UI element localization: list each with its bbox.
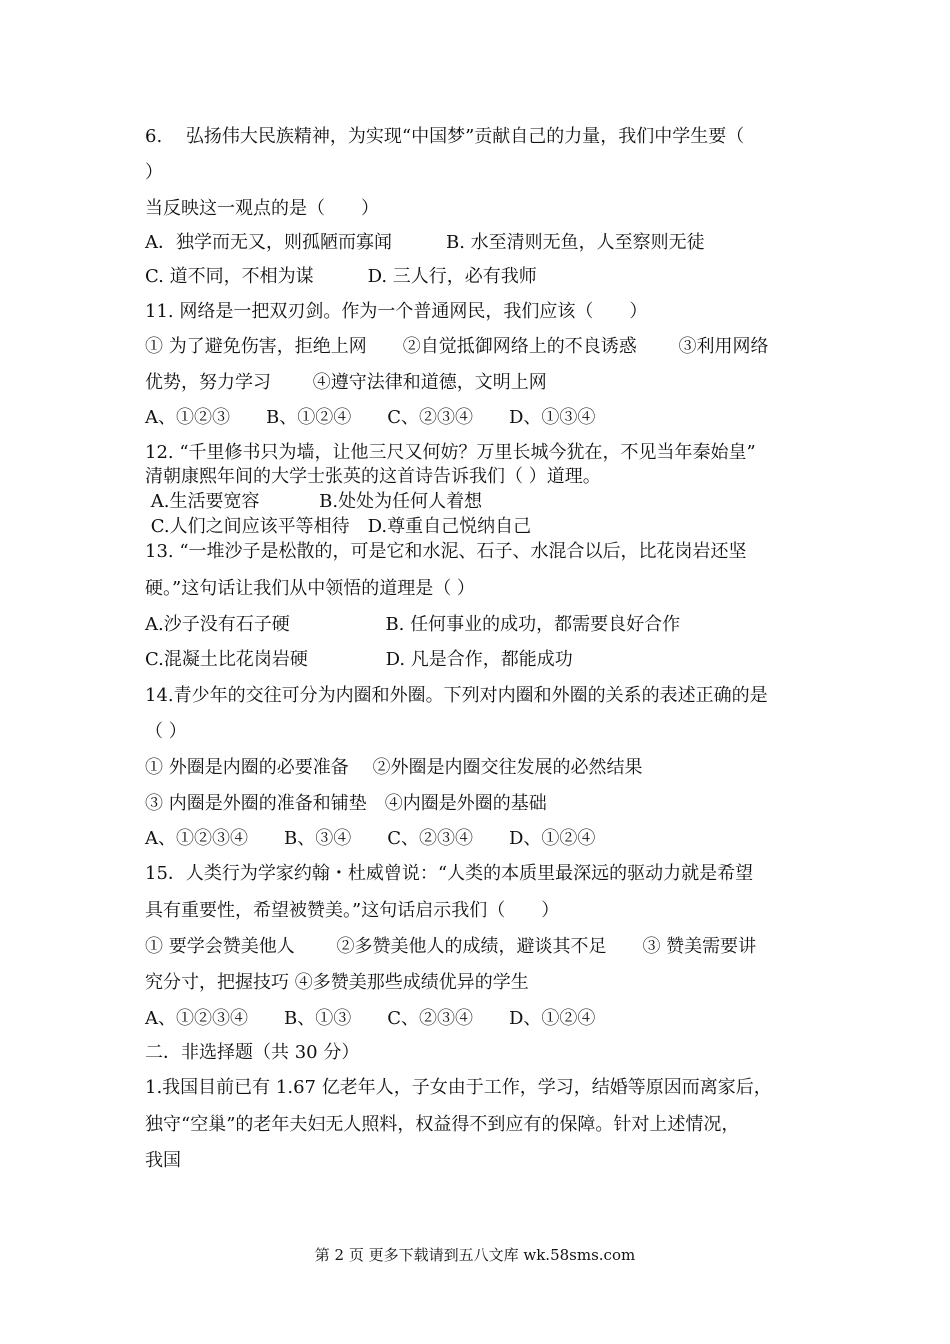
q13-options-ab: A.沙子没有石子硬 B. 任何事业的成功，都需要良好合作 xyxy=(145,614,681,635)
q14-statements-1: ① 外圈是内圈的必要准备 ②外圈是内圈交往发展的必然结果 xyxy=(145,757,643,778)
q6-options-ab: A．独学而无又，则孤陋而寡闻 B. 水至清则无鱼，人至察则无徒 xyxy=(145,232,705,253)
q12-text-line1: 12. “千里修书只为墙，让他三尺又何妨？万里长城今犹在，不见当年秦始皇” xyxy=(145,442,756,463)
q11-options: A、①②③ B、①②④ C、②③④ D、①③④ xyxy=(145,407,596,428)
q12-options-cd: C.人们之间应该平等相待 D.尊重自己悦纳自己 xyxy=(145,516,532,537)
section2-heading: 二．非选择题（共 30 分） xyxy=(145,1042,360,1063)
q12-text-line2: 清朝康熙年间的大学士张英的这首诗告诉我们（ ）道理。 xyxy=(145,466,601,487)
p1-text-line2: 独守“空巢”的老年夫妇无人照料，权益得不到应有的保障。针对上述情况， xyxy=(145,1114,740,1135)
q15-options: A、①②③④ B、①③ C、②③④ D、①②④ xyxy=(145,1008,596,1029)
q14-statements-2: ③ 内圈是外圈的准备和铺垫 ④内圈是外圈的基础 xyxy=(145,793,547,814)
q6-options-cd: C. 道不同，不相为谋 D. 三人行，必有我师 xyxy=(145,266,537,287)
q15-text-line1: 15．人类行为学家约翰・杜威曾说：“人类的本质里最深远的驱动力就是希望 xyxy=(145,863,754,884)
q6-text-line2: ） xyxy=(145,162,163,183)
q6-text-line3: 当反映这一观点的是（ ） xyxy=(145,198,379,219)
q14-options: A、①②③④ B、③④ C、②③④ D、①②④ xyxy=(145,828,596,849)
q15-statements-2: 究分寸，把握技巧 ④多赞美那些成绩优异的学生 xyxy=(145,972,529,993)
q11-statements-2: 优势，努力学习 ④遵守法律和道德，文明上网 xyxy=(145,372,547,393)
page-footer: 第 2 页 更多下载请到五八文库 wk.58sms.com xyxy=(314,1246,636,1264)
q13-text-line2: 硬。”这句话让我们从中领悟的道理是（ ） xyxy=(145,578,475,599)
q12-options-ab: A.生活要宽容 B.处处为任何人着想 xyxy=(145,491,483,512)
p1-text-line3: 我国 xyxy=(145,1150,181,1171)
q11-text: 11. 网络是一把双刃剑。作为一个普通网民，我们应该（ ） xyxy=(145,301,648,322)
q15-statements-1: ① 要学会赞美他人 ②多赞美他人的成绩，避谈其不足 ③ 赞美需要讲 xyxy=(145,936,757,957)
p1-text-line1: 1.我国目前已有 1.67 亿老年人，子女由于工作，学习，结婚等原因而离家后， xyxy=(145,1077,772,1098)
q11-statements-1: ① 为了避免伤害，拒绝上网 ②自觉抵御网络上的不良诱惑 ③利用网络 xyxy=(145,336,769,357)
q15-text-line2: 具有重要性，希望被赞美。”这句话启示我们（ ） xyxy=(145,900,560,921)
q14-text-line1: 14.青少年的交往可分为内圈和外圈。下列对内圈和外圈的关系的表述正确的是 xyxy=(145,685,768,706)
q13-text-line1: 13. “一堆沙子是松散的，可是它和水泥、石子、水混合以后，比花岗岩还坚 xyxy=(145,541,747,562)
q14-text-line2: （ ） xyxy=(145,721,187,742)
q6-text-line1: 6. 弘扬伟大民族精神，为实现“中国梦”贡献自己的力量，我们中学生要（ xyxy=(145,126,745,147)
q13-options-cd: C.混凝土比花岗岩硬 D. 凡是合作，都能成功 xyxy=(145,649,573,670)
